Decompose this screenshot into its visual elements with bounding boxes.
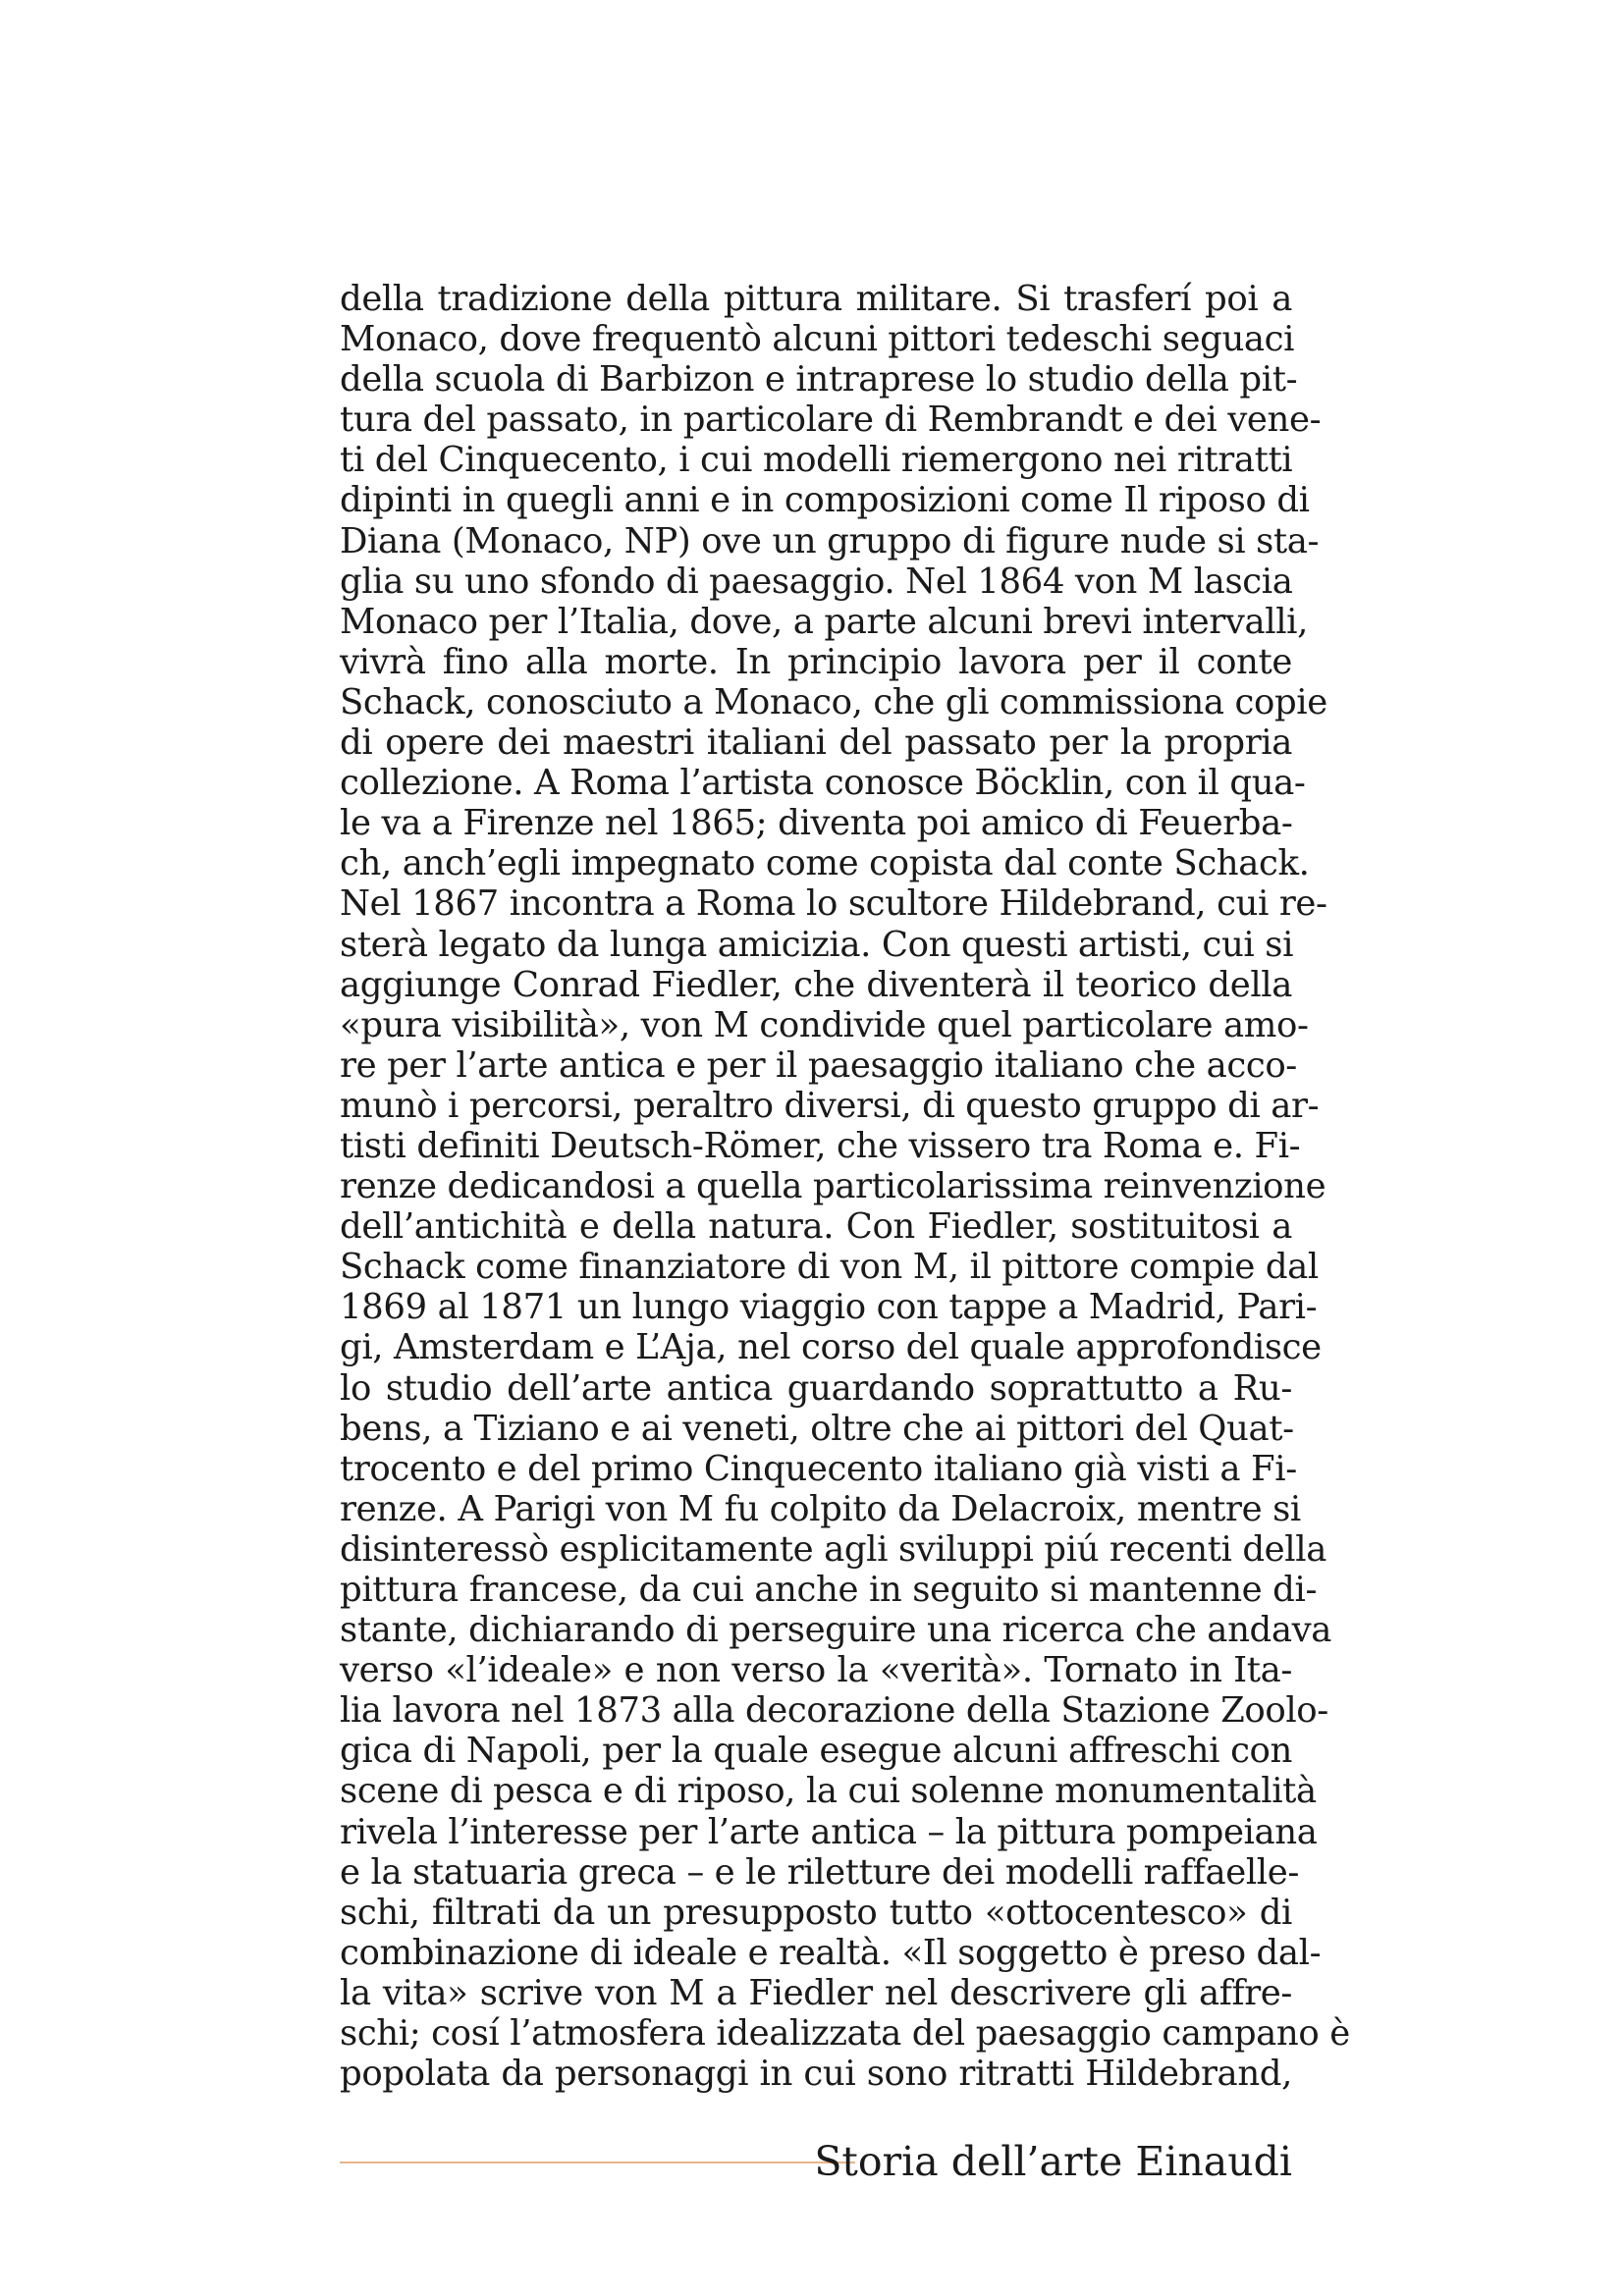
text-line: trocento e del primo Cinquecento italiano già visti a Fi- [340, 1448, 1297, 1489]
text-line: dipinti in quegli anni e in composizioni come Il riposo di [340, 480, 1310, 521]
text-line: munò i percorsi, peraltro diversi, di questo gruppo di ar- [340, 1085, 1320, 1126]
text-line: verso «l’ideale» e non verso la «verità». Tornato in Ita- [340, 1650, 1292, 1691]
text-line: pittura francese, da cui anche in seguito si mantenne di- [340, 1570, 1318, 1610]
text-line: le va a Firenze nel 1865; diventa poi amico di Feuerba- [340, 803, 1293, 844]
text-line: glia su uno sfondo di paesaggio. Nel 1864 von M lascia [340, 561, 1293, 602]
text-line: ti del Cinquecento, i cui modelli riemergono nei ritratti [340, 440, 1293, 481]
text-line: Monaco, dove frequentò alcuni pittori tedeschi seguaci [340, 319, 1295, 360]
text-line: combinazione di ideale e realtà. «Il soggetto è preso dal- [340, 1932, 1322, 1973]
text-line: Schack come finanziatore di von M, il pittore compie dal [340, 1247, 1319, 1288]
text-line: Nel 1867 incontra a Roma lo scultore Hildebrand, cui re- [340, 883, 1327, 925]
text-line: scene di pesca e di riposo, la cui solenne monumentalità [340, 1771, 1317, 1812]
text-line: tisti definiti Deutsch-Römer, che vissero tra Roma e. Fi- [340, 1125, 1301, 1166]
text-line: di opere dei maestri italiani del passato per la propria [340, 722, 1292, 764]
text-line: lo studio dell’arte antica guardando soprattutto a Ru- [340, 1367, 1292, 1409]
text-line: Diana (Monaco, NP) ove un gruppo di figure nude si sta- [340, 520, 1320, 561]
text-line: schi, filtrati da un presupposto tutto «ottocentesco» di [340, 1892, 1292, 1933]
text-line: «pura visibilità», von M condivide quel particolare amo- [340, 1004, 1309, 1045]
text-line: rivela l’interesse per l’arte antica – la pittura pompeiana [340, 1811, 1318, 1852]
text-line: renze. A Parigi von M fu colpito da Delacroix, mentre si [340, 1488, 1301, 1529]
text-line: Schack, conosciuto a Monaco, che gli commissiona copie [340, 681, 1327, 722]
text-line: lia lavora nel 1873 alla decorazione della Stazione Zoolo- [340, 1690, 1328, 1732]
text-line: disinteressò esplicitamente agli sviluppi piú recenti della [340, 1528, 1326, 1570]
text-line: sterà legato da lunga amicizia. Con questi artisti, cui si [340, 924, 1294, 965]
text-line: della scuola di Barbizon e intraprese lo studio della pit- [340, 359, 1298, 400]
text-line: vivrà fino alla morte. In principio lavora per il conte [340, 641, 1292, 682]
text-line: renze dedicandosi a quella particolarissima reinvenzione [340, 1166, 1326, 1207]
text-line: la vita» scrive von M a Fiedler nel descrivere gli affre- [340, 1972, 1292, 2013]
text-line: popolata da personaggi in cui sono ritratti Hildebrand, [340, 2054, 1292, 2095]
text-line: collezione. A Roma l’artista conosce Böcklin, con il qua- [340, 763, 1306, 804]
publication-title: Storia dell’arte Einaudi [814, 2138, 1292, 2185]
text-line: stante, dichiarando di perseguire una ricerca che andava [340, 1610, 1332, 1651]
page-footer [340, 2138, 1292, 2185]
text-line: gi, Amsterdam e L’Aja, nel corso del quale approfondisce [340, 1327, 1322, 1368]
text-line: 1869 al 1871 un lungo viaggio con tappe a Madrid, Pari- [340, 1287, 1318, 1328]
footer-divider [340, 2162, 855, 2163]
text-line: gica di Napoli, per la quale esegue alcuni affreschi con [340, 1731, 1292, 1772]
text-line: bens, a Tiziano e ai veneti, oltre che ai pittori del Quat- [340, 1408, 1294, 1449]
text-line: re per l’arte antica e per il paesaggio italiano che acco- [340, 1044, 1297, 1086]
text-line: aggiunge Conrad Fiedler, che diventerà il teorico della [340, 964, 1292, 1005]
text-line: tura del passato, in particolare di Rembrandt e dei vene- [340, 400, 1322, 441]
text-line: e la statuaria greca – e le riletture dei modelli raffaelle- [340, 1851, 1299, 1893]
text-line: della tradizione della pittura militare. Si trasferí poi a [340, 279, 1292, 319]
text-line: Monaco per l’Italia, dove, a parte alcuni brevi intervalli, [340, 601, 1309, 642]
text-line: dell’antichità e della natura. Con Fiedler, sostituitosi a [340, 1206, 1292, 1248]
body-text [340, 279, 1350, 2095]
text-line: schi; cosí l’atmosfera idealizzata del paesaggio campano è [340, 2013, 1350, 2055]
text-line: ch, anch’egli impegnato come copista dal conte Schack. [340, 843, 1310, 884]
